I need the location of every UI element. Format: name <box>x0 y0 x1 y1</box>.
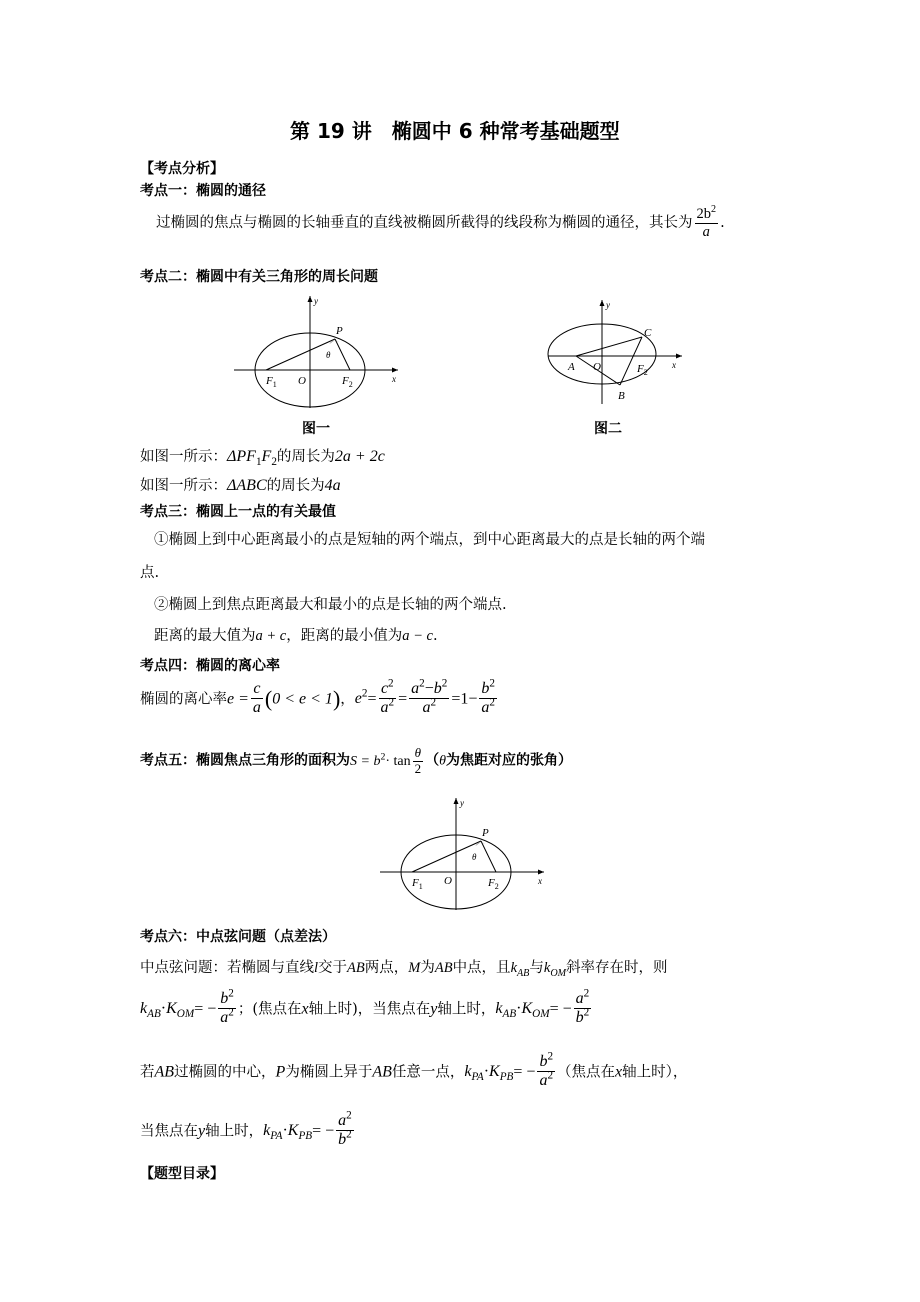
frac-b2-a2-2: $\frac{b^2}{a^2}$ <box>539 1050 554 1090</box>
point3-heading: 考点三：椭圆上一点的有关最值 <box>140 504 336 520</box>
triangle-pf1f2: $\Delta PF_1F_2$ <box>227 448 277 469</box>
frac-num-exp: 2 <box>711 204 717 216</box>
triangle-abc: ΔABC <box>227 477 267 494</box>
point3-item1: ①椭圆上到中心距离最小的点是短轴的两个端点，到中心距离最大的点是长轴的两个端 <box>154 532 705 548</box>
midpoint-line-2 <box>140 987 593 1028</box>
midpoint-line-3 <box>140 1050 688 1091</box>
label-p: P <box>336 325 343 337</box>
eqneg-2: = − <box>549 1000 572 1018</box>
k-pa-k-pb-2: $k_{PA}\cdot K_{PB}$ <box>263 1122 313 1143</box>
var-x: x <box>301 1000 309 1018</box>
ecc-range: 0 < e < 1 <box>272 690 333 708</box>
heading-b: （ <box>425 752 440 769</box>
frac-a2-b2-2: $\frac{a^2}{b^2}$ <box>338 1109 352 1149</box>
point6-heading: 考点六：中点弦问题（点差法） <box>140 929 336 945</box>
var-y-2: y <box>198 1122 206 1140</box>
segment-pf1 <box>412 841 481 872</box>
l1-g: 斜率存在时，则 <box>566 960 668 976</box>
var-x-2: x <box>615 1063 623 1081</box>
l1-b: 交于 <box>318 960 348 976</box>
l2-c: 轴上时， <box>437 1001 496 1018</box>
label-p: P <box>482 827 489 839</box>
label-x: x <box>672 360 676 370</box>
perimeter-line-1 <box>140 445 385 469</box>
label-theta: θ <box>472 852 477 862</box>
point3-distance-line <box>154 624 438 645</box>
line2-value: 4a <box>324 477 341 494</box>
eqneg-3: = − <box>513 1063 536 1081</box>
comma: ， <box>340 691 355 708</box>
eqneg-4: = − <box>312 1122 335 1140</box>
k-om: $k_{OM}$ <box>543 960 567 979</box>
ab-4: AB <box>372 1063 392 1081</box>
l1-f: 与 <box>529 960 544 976</box>
l3-d: 任意一点， <box>391 1064 465 1081</box>
point-p: P <box>275 1063 286 1081</box>
ab-2: AB <box>434 960 453 976</box>
label-b: B <box>618 390 625 402</box>
l1-c: 两点， <box>364 960 409 976</box>
l1-a: 中点弦问题：若椭圆与直线 <box>140 960 314 976</box>
max-value: a + c <box>255 628 287 644</box>
figure-two <box>546 296 686 408</box>
line2-prefix: 如图一所示： <box>140 478 227 494</box>
label-f2: $F_2$ <box>342 375 353 389</box>
line1-prefix: 如图一所示： <box>140 449 227 465</box>
point1-heading: 考点一：椭圆的通径 <box>140 183 266 199</box>
line2-mid: 的周长为 <box>266 478 325 494</box>
e-eq: e = <box>227 690 249 708</box>
figure-one <box>232 292 402 412</box>
frac-den: a <box>702 223 710 240</box>
segment-ac <box>576 337 642 356</box>
point2-heading: 考点二：椭圆中有关三角形的周长问题 <box>140 269 378 285</box>
section-catalog-heading: 【题型目录】 <box>140 1166 224 1182</box>
x-arrow <box>392 368 398 373</box>
eqneg-1: = − <box>194 1000 217 1018</box>
figure-one-caption: 图一 <box>302 421 330 437</box>
l4-b: 轴上时， <box>205 1123 264 1140</box>
label-f1: $F_1$ <box>266 375 277 389</box>
label-y: y <box>606 300 610 310</box>
heading-a: 考点五：椭圆焦点三角形的面积为 <box>140 752 350 769</box>
var-y: y <box>430 1000 438 1018</box>
l1-e: 中点，且 <box>452 960 511 976</box>
figure-three <box>378 794 548 914</box>
point3-item1-cont: 点. <box>140 565 160 581</box>
frac-num: 2b <box>696 206 711 222</box>
k-pa-k-pb: $k_{PA}\cdot K_{PB}$ <box>464 1063 514 1084</box>
max-label: 距离的最大值为 <box>154 628 256 644</box>
segment-pf1 <box>266 339 335 370</box>
section-analysis-heading: 【考点分析】 <box>140 161 224 177</box>
area-formula: $S = b^2\cdot \tan$ $\frac{\theta}{2}$ <box>350 745 422 776</box>
label-o: O <box>593 361 601 373</box>
line-end: . <box>432 628 438 644</box>
ab-3: AB <box>154 1063 175 1081</box>
point-m: M <box>408 960 421 976</box>
y-arrow <box>454 798 459 804</box>
point4-heading: 考点四：椭圆的离心率 <box>140 658 280 674</box>
point1-end: . <box>720 215 725 232</box>
one: 1 <box>460 690 469 708</box>
e-squared: $e^2$ <box>354 688 368 708</box>
point1-text <box>156 206 725 240</box>
label-o: O <box>444 875 452 887</box>
label-f1: $F_1$ <box>412 877 423 891</box>
frac-b2-a2: $\frac{b^2}{a^2}$ <box>220 987 234 1027</box>
eq1: = <box>367 690 377 708</box>
l3-b: 过椭圆的中心， <box>174 1064 276 1081</box>
label-x: x <box>392 374 396 384</box>
ab-1: AB <box>347 960 365 976</box>
label-y: y <box>460 798 464 808</box>
line1-value: 2a + 2c <box>334 448 385 465</box>
midpoint-line-1 <box>140 956 668 977</box>
eccentricity-formula: 椭圆的离心率e = $\frac{c}{a}$ (0 < e < 1)，$e^2=$ $\frac{c^2}{a^2}$ = $\frac{a^2-b^2}{a^2}$ =1− $\frac{b^2}{a^2}$ <box>140 677 495 717</box>
l4-a: 当焦点在 <box>140 1123 198 1140</box>
l3-c: 为椭圆上异于 <box>285 1064 373 1081</box>
label-f2: $F_2$ <box>488 877 499 891</box>
frac-a2-b2: $\frac{a^2}{b^2}$ <box>575 987 590 1027</box>
frac-c2-a2: $\frac{c^2}{a^2}$ <box>380 677 395 717</box>
label-x: x <box>538 876 542 886</box>
l3-a: 若 <box>140 1064 155 1081</box>
eq3: = <box>451 690 461 708</box>
minus: − <box>468 690 478 708</box>
label-o: O <box>298 375 306 387</box>
y-arrow <box>308 296 313 302</box>
latus-rectum-fraction <box>695 206 719 240</box>
k-ab-k-om-2: $k_{AB}\cdot K_{OM}$ <box>495 1000 550 1021</box>
eq2: = <box>398 690 408 708</box>
l3-f: 轴上时）， <box>622 1064 688 1081</box>
l2-b: 轴上时)，当焦点在 <box>308 1001 431 1018</box>
l3-e: （焦点在 <box>557 1064 616 1081</box>
min-value: a − c <box>402 628 433 644</box>
ecc-prefix: 椭圆的离心率 <box>140 691 227 708</box>
frac-b2-a2: $\frac{b^2}{a^2}$ <box>481 677 495 717</box>
point1-body: 过椭圆的焦点与椭圆的长轴垂直的直线被椭圆所截得的线段称为椭圆的通径，其长为 <box>156 215 693 232</box>
heading-theta: θ <box>439 753 447 769</box>
frac-c-a: $\frac{c}{a}$ <box>252 680 261 717</box>
label-a: A <box>568 361 575 373</box>
l2-a: ；(焦点在 <box>237 1001 302 1018</box>
point3-item2: ②椭圆上到焦点距离最大和最小的点是长轴的两个端点. <box>154 597 507 613</box>
segment-cb <box>620 337 642 385</box>
line-l: l <box>314 960 319 976</box>
x-arrow <box>676 354 682 359</box>
point5-heading <box>140 746 572 777</box>
label-c: C <box>644 327 652 339</box>
l1-d: 为 <box>420 960 435 976</box>
label-theta: θ <box>326 350 331 360</box>
k-ab: $k_{AB}$ <box>510 960 530 979</box>
min-label: ，距离的最小值为 <box>286 628 403 644</box>
label-y: y <box>314 296 318 306</box>
figure-two-caption: 图二 <box>594 421 622 437</box>
y-arrow <box>600 300 605 306</box>
x-arrow <box>538 870 544 875</box>
k-ab-k-om: $k_{AB}\cdot K_{OM}$ <box>140 1000 195 1021</box>
line1-mid: 的周长为 <box>276 449 335 465</box>
frac-a2-b2-a2: $\frac{a^2-b^2}{a^2}$ <box>411 677 448 717</box>
label-f2: $F_2$ <box>637 363 648 377</box>
perimeter-line-2 <box>140 474 341 495</box>
midpoint-line-4 <box>140 1109 356 1150</box>
heading-d: 为焦距对应的张角） <box>446 752 573 769</box>
page-title: 第 19 讲 椭圆中 6 种常考基础题型 <box>290 119 620 143</box>
